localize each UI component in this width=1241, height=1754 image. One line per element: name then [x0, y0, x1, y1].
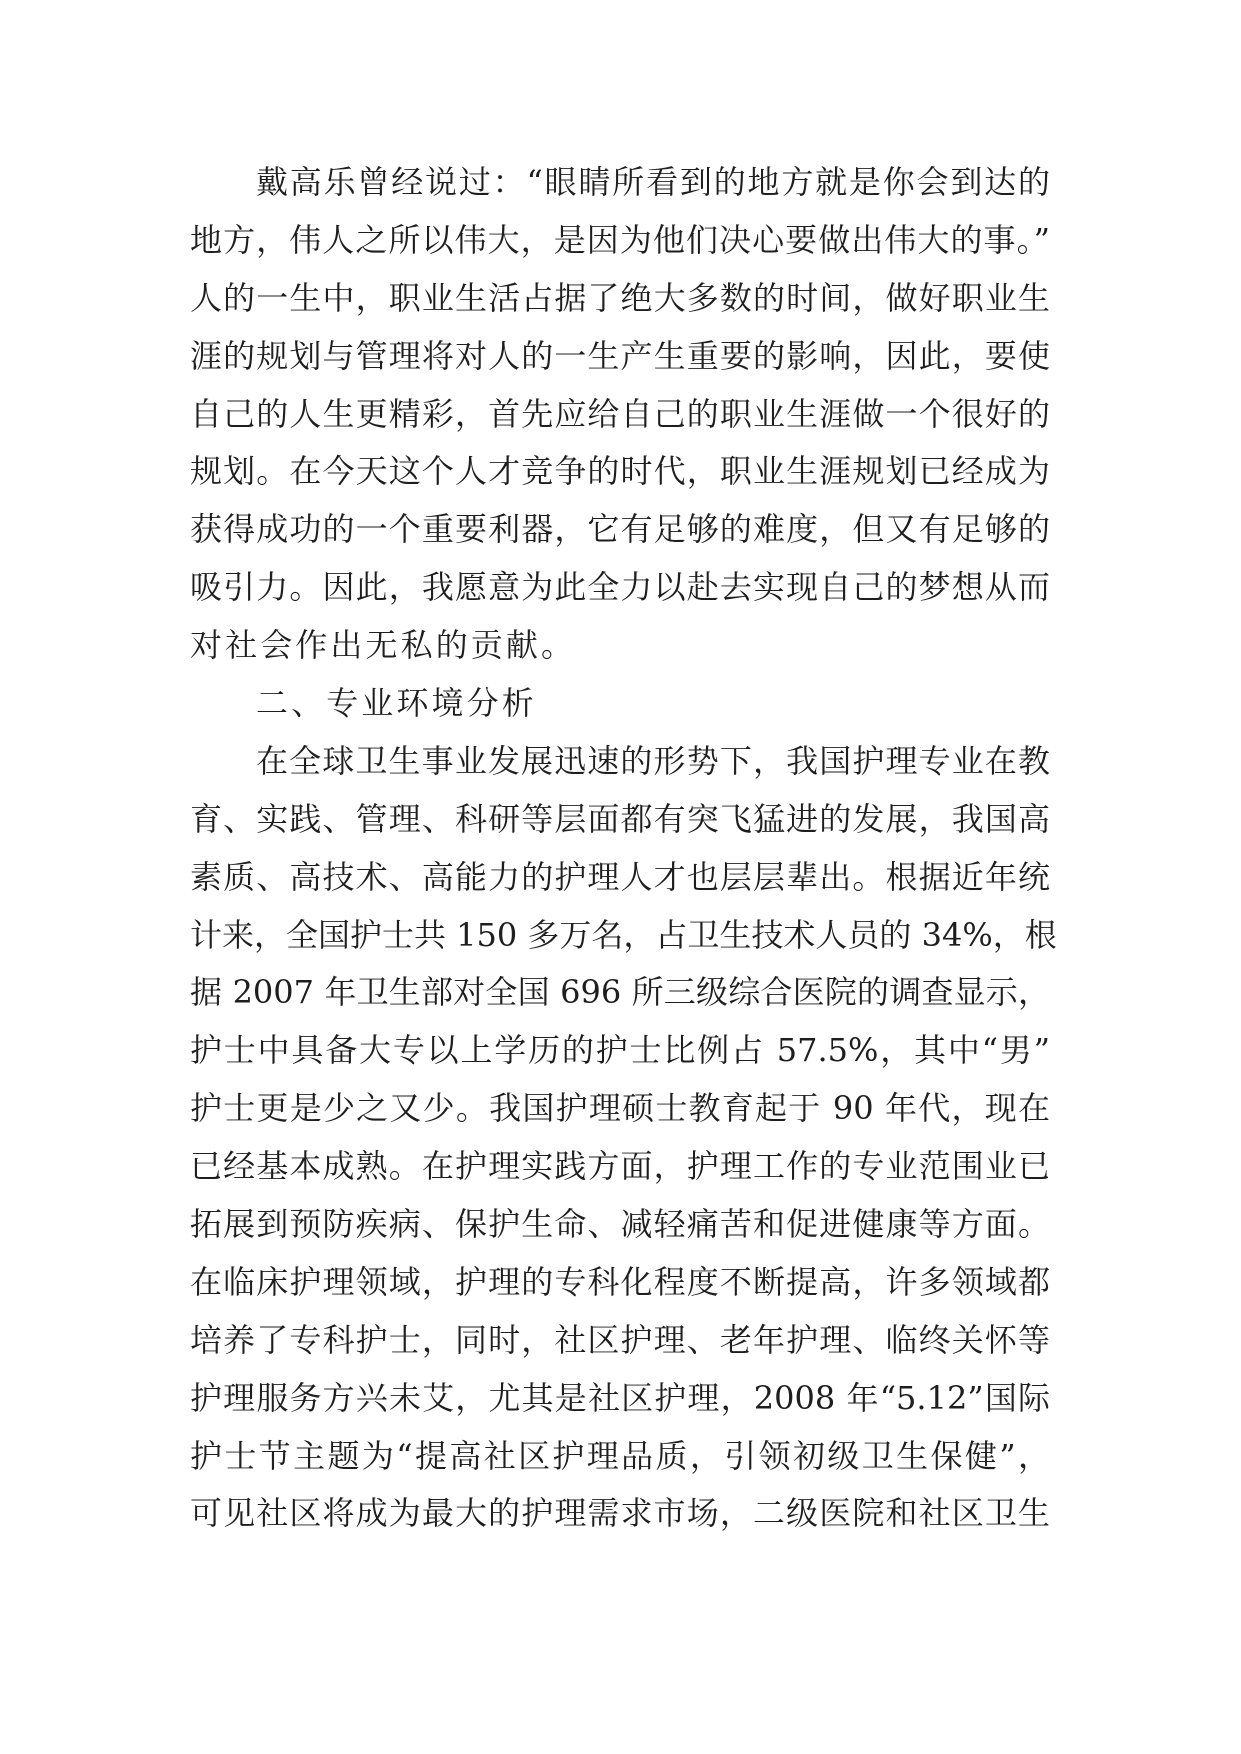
text-line-2: 地方，伟人之所以伟大，是因为他们决心要做出伟大的事。”: [190, 220, 1050, 259]
text-line-3: 人的一生中，职业生活占据了绝大多数的时间，做好职业生: [190, 278, 1050, 317]
text-line-18: 已经基本成熟。在护理实践方面，护理工作的专业范围业已: [190, 1147, 1050, 1186]
text-line-6: 规划。在今天这个人才竞争的时代，职业生涯规划已经成为: [190, 452, 1050, 491]
text-line-11: 在全球卫生事业发展迅速的形势下，我国护理专业在教: [256, 741, 1050, 780]
text-line-13: 素质、高技术、高能力的护理人才也层层辈出。根据近年统: [190, 857, 1050, 896]
text-line-15: 据 2007 年卫生部对全国 696 所三级综合医院的调查显示，: [190, 973, 1050, 1012]
text-line-12: 育、实践、管理、科研等层面都有突飞猛进的发展，我国高: [190, 799, 1050, 838]
text-line-14: 计来，全国护士共 150 多万名，占卫生技术人员的 34%，根: [190, 915, 1057, 954]
text-line-24: 可见社区将成为最大的护理需求市场，二级医院和社区卫生: [190, 1494, 1050, 1533]
text-line-22: 护理服务方兴未艾，尤其是社区护理，2008 年“5.12”国际: [190, 1378, 1050, 1417]
body-text: [190, 154, 1057, 1543]
text-line-16: 护士中具备大专以上学历的护士比例占 57.5%，其中“男”: [190, 1031, 1050, 1070]
text-line-7: 获得成功的一个重要利器，它有足够的难度，但又有足够的: [190, 510, 1050, 549]
text-line-9: 对社会作出无私的贡献。: [190, 626, 577, 665]
text-line-8: 吸引力。因此，我愿意为此全力以赴去实现自己的梦想从而: [190, 568, 1050, 607]
text-line-5: 自己的人生更精彩，首先应给自己的职业生涯做一个很好的: [190, 394, 1050, 433]
text-line-1: 戴高乐曾经说过：“眼睛所看到的地方就是你会到达的: [256, 163, 1050, 201]
text-line-4: 涯的规划与管理将对人的一生产生重要的影响，因此，要使: [190, 336, 1050, 375]
text-line-17: 护士更是少之又少。我国护理硕士教育起于 90 年代，现在: [190, 1089, 1050, 1128]
text-line-20: 在临床护理领域，护理的专科化程度不断提高，许多领域都: [190, 1262, 1050, 1301]
text-line-23: 护士节主题为“提高社区护理品质，引领初级卫生保健”，: [190, 1436, 1050, 1475]
section-heading: 二、专业环境分析: [256, 684, 537, 723]
text-line-21: 培养了专科护士，同时，社区护理、老年护理、临终关怀等: [190, 1320, 1050, 1359]
text-line-19: 拓展到预防疾病、保护生命、减轻痛苦和促进健康等方面。: [190, 1205, 1050, 1244]
